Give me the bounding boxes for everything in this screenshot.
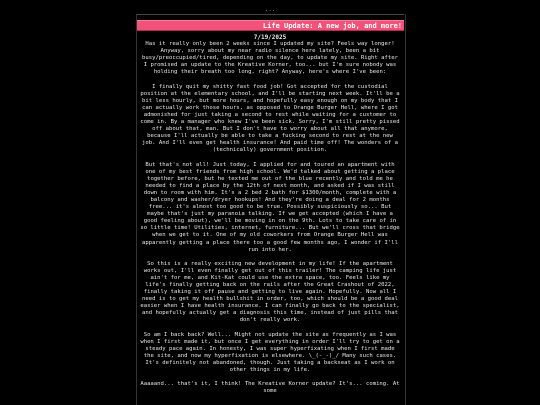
post-paragraph: So this is a really exciting new development in my life! If the apartment works out, I'll even finally get out of this trailer! The camping life just ain't for me, and Kit-Kat could use the extra space, too. Feels like my life's finally getting back on the rails after the Great Crashout of 2022, finally taking it off pause and getting to live again. Hopefully. Now all I need is to get my health bullshit in order, too, which should be a good deal easier when I have health insurance. I can finally go back to the specialist, and hopefully actually get a diagnosis this time, instead of just pills that don't really work. bbox=[140, 260, 400, 324]
post-paragraph: So am I back back? Well... Might not update the site as frequently as I was when I first made it, but once I get everything in order I'll try to get on a steady pace again. In honesty, I was super hyperfixating when I first made the site, and now my hyperfixation is elsewhere. \_(-_-)_/ Many such cases. It's definitely not abandoned, though. Just taking a backseat as I work on other things in my life. bbox=[140, 331, 400, 374]
post-title: Life Update: A new job, and more! bbox=[262, 22, 402, 30]
title-divider bbox=[137, 30, 404, 31]
post-date: 7/19/2025 bbox=[253, 34, 287, 41]
post-body bbox=[140, 34, 400, 395]
post-paragraph: I finally quit my shitty fast food job! Got accepted for the custodial position at the elementary school, and I'll be starting next week. It'll be a bit less hourly, but more hours, and hopefully easy enough on my body that I can actually work those hours, as opposed to Orange Burger Hell, where I got admonished for just taking a second to rest while waiting for a customer to come in. By a manager who knew I've been sick. Sorry, I'm still pretty pissed off about that, man. But I don't have to worry about all that anymore, because I'll actually be able to take a fucking second to rest at the new job. And I'll even get health insurance! And paid time off! The wonders of a (technically) government position. bbox=[140, 83, 400, 154]
post-paragraph: But that's not all! Just today, I applied for and toured an apartment with one of my best friends from high school. We'd talked about getting a place together before, but he texted me out of the blue recently and told me he needed to find a place by the 12th of next month, and asked if I was still down to room with him. It's a 2 bed 2 bath for $1300/month, complete with a balcony and washer/dryer hookups! And they're doing a deal for 2 months free... it's almost too good to be true. Possibly suspiciously so... But maybe that's just my paranoia talking. If we get accepted (which I have a good feeling about), we'll be moving in on the 9th. Lots to take care of in so little time! Utilities, internet, furniture... But we'll cross that bridge when we get to it. One of my old coworkers from Orange Burger Hell was apparently getting a place there too a good few months ago, I wonder if I'll run into her. bbox=[140, 161, 400, 253]
menu-label[interactable]: ... bbox=[264, 6, 276, 13]
post-paragraph: Has it really only been 2 weeks since I updated my site? Feels way longer! Anyway, sorry about my near radio silence here lately, been a bit busy/preoccupied/tired, depending on the day, to update my site. Right after I promised an update to the Kreative Korner, too... but I'm sure nobody was holding their breath too long, right? Anyway, here's where I've been: bbox=[142, 41, 398, 76]
post-paragraph: Aaaaand... that's it, I think! The Kreative Korner update? It's... coming. At some bbox=[140, 381, 400, 395]
